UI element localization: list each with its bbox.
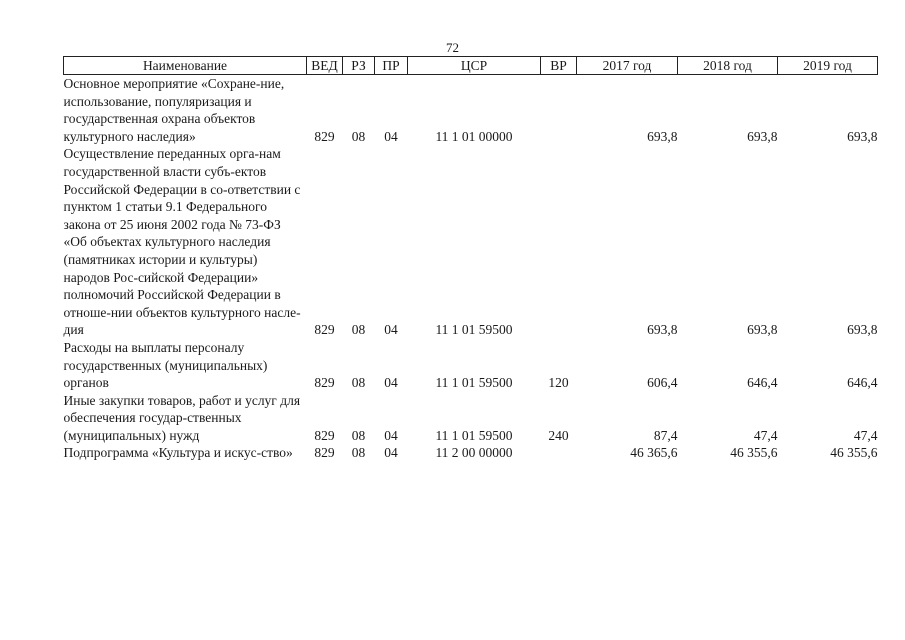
row-rz: 08 (351, 128, 366, 144)
row-2019: 646,4 (847, 375, 878, 391)
header-2017: 2017 год (577, 57, 678, 75)
row-csr: 11 1 01 00000 (435, 128, 513, 144)
row-name: Расходы на выплаты персоналу государственных (муниципальных) органов (63, 339, 268, 391)
row-2017: 46 365,6 (630, 445, 678, 461)
row-name: Подпрограмма «Культура и искус-ство» (63, 445, 293, 461)
header-ved: ВЕД (307, 57, 343, 75)
header-vr: ВР (541, 57, 577, 75)
header-pr: ПР (375, 57, 408, 75)
row-rz: 08 (351, 427, 366, 443)
row-vr (541, 145, 577, 339)
table-row (64, 392, 878, 445)
row-vr (541, 75, 577, 146)
row-pr: 04 (384, 322, 398, 338)
table-row (64, 75, 878, 146)
table-header-row (64, 57, 878, 75)
row-name: Основное мероприятие «Сохране-ние, использование, популяризация и государственная охрана объектов культурного наследия» (63, 76, 285, 144)
row-csr: 11 2 00 00000 (435, 445, 513, 461)
row-2017: 87,4 (653, 427, 678, 443)
row-csr: 11 1 01 59500 (435, 322, 513, 338)
row-2018: 46 355,6 (730, 445, 778, 461)
row-2017: 606,4 (647, 375, 678, 391)
row-ved: 829 (314, 427, 335, 443)
table-row (64, 145, 878, 339)
row-2019: 693,8 (847, 128, 878, 144)
row-rz: 08 (351, 322, 366, 338)
budget-table (63, 56, 878, 462)
row-2017: 693,8 (647, 322, 678, 338)
row-2018: 693,8 (747, 128, 778, 144)
table-row (64, 339, 878, 392)
page-number: 72 (446, 40, 459, 55)
row-pr: 04 (384, 427, 398, 443)
row-2019: 46 355,6 (830, 445, 878, 461)
row-pr: 04 (384, 445, 398, 461)
header-2018: 2018 год (678, 57, 778, 75)
row-name: Иные закупки товаров, работ и услуг для обеспечения государ-ственных (муниципальных) нужд (63, 392, 301, 443)
row-csr: 11 1 01 59500 (435, 427, 513, 443)
row-ved: 829 (314, 322, 335, 338)
row-rz: 08 (351, 445, 366, 461)
row-2017: 693,8 (647, 128, 678, 144)
row-2018: 47,4 (753, 427, 778, 443)
row-name: Осуществление переданных орга-нам государственной власти субъ-ектов Российской Федерации в со-ответствии с пунктом 1 статьи 9.1 Федерального закона от 25 июня 2002 года № 73-ФЗ «Об объектах культурного наследия (памятниках истории и культуры) народов Рос-сийской Федерации» полномочий Российской Федерации в отноше-нии объектов культурного насле-дия (63, 146, 301, 338)
row-ved: 829 (314, 128, 335, 144)
row-vr: 120 (548, 375, 569, 391)
row-rz: 08 (351, 375, 366, 391)
row-2019: 693,8 (847, 322, 878, 338)
row-pr: 04 (384, 375, 398, 391)
header-rz: РЗ (343, 57, 375, 75)
row-2018: 693,8 (747, 322, 778, 338)
row-pr: 04 (384, 128, 398, 144)
row-csr: 11 1 01 59500 (435, 375, 513, 391)
row-ved: 829 (314, 445, 335, 461)
row-vr: 240 (548, 427, 569, 443)
header-name: Наименование (64, 57, 307, 75)
row-2019: 47,4 (853, 427, 878, 443)
header-csr: ЦСР (408, 57, 541, 75)
header-2019: 2019 год (778, 57, 878, 75)
row-2018: 646,4 (747, 375, 778, 391)
table-row (64, 444, 878, 462)
row-vr (541, 444, 577, 462)
row-ved: 829 (314, 375, 335, 391)
